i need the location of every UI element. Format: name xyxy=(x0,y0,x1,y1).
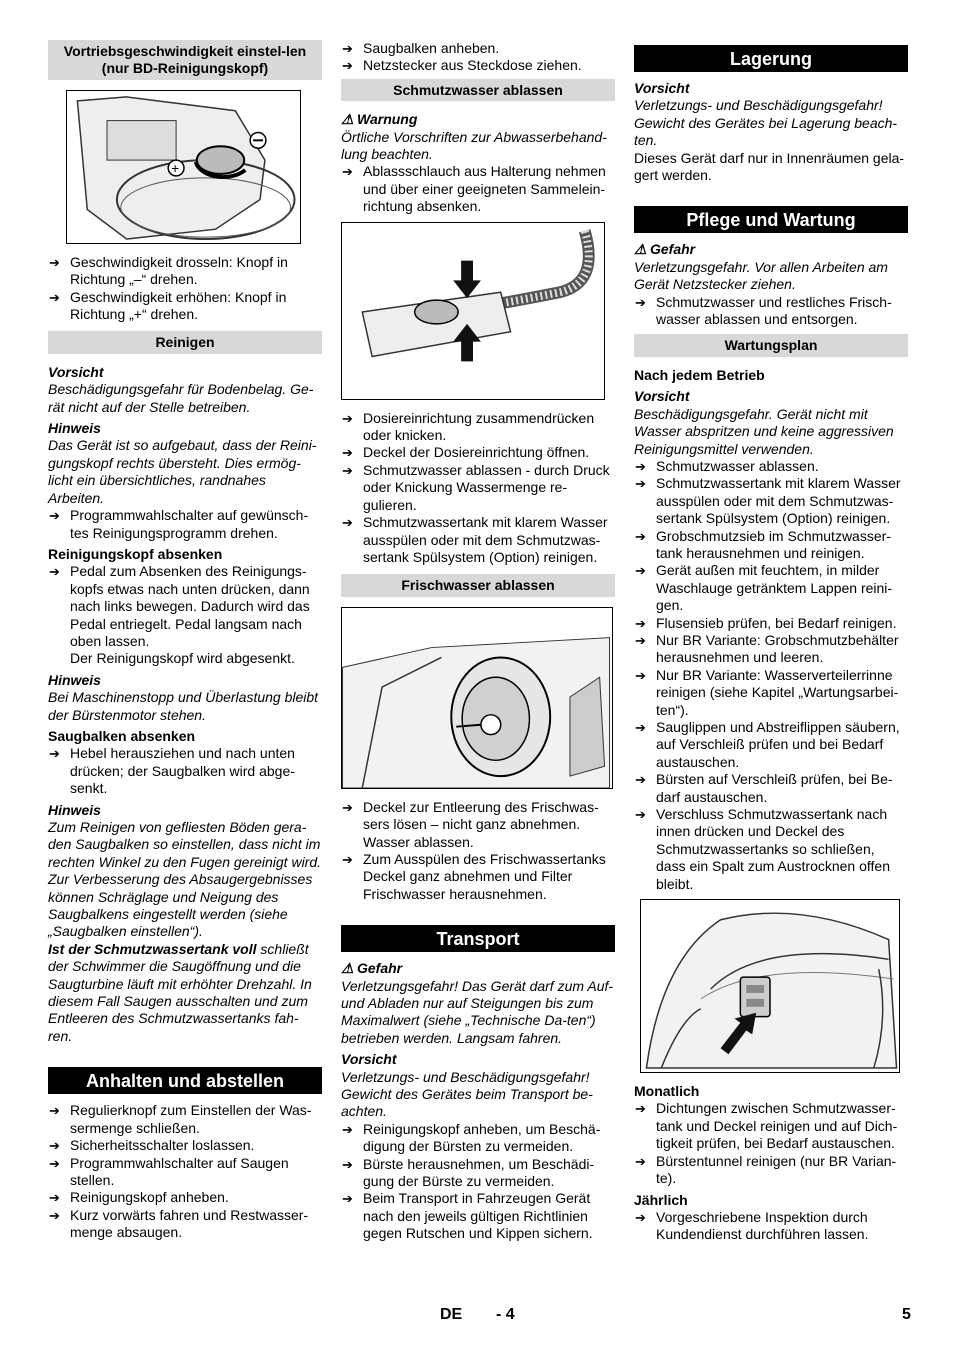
arrow-icon: ➔ xyxy=(342,410,353,426)
after-step: ➔ Bürsten auf Verschleiß prüfen, bei Be-darf austauschen. xyxy=(635,771,893,805)
svg-text:+: + xyxy=(171,159,180,176)
arrow-icon: ➔ xyxy=(49,1103,60,1119)
arrow-icon: ➔ xyxy=(635,294,646,310)
lower-head-step: ➔ Pedal zum Absenken des Reinigungs-kopfs etwas nach unten drücken, dann nach links bewegen. Dadurch wird das Pedal entriegelt. Pedal langsam nach oben lassen. xyxy=(49,563,310,649)
arrow-icon: ➔ xyxy=(342,799,353,815)
transport-step: ➔ Reinigungskopf anheben, um Beschä-digung der Bürsten zu vermeiden. xyxy=(342,1120,601,1155)
stop-step: ➔ Regulierknopf zum Einstellen der Was-sermenge schließen. xyxy=(49,1102,312,1136)
column-1 xyxy=(48,40,322,1242)
warning-icon: ⚠ xyxy=(341,960,354,977)
fresh-step: ➔ Deckel zur Entleerung des Frischwas-sers lösen – nicht ganz abnehmen. Wasser ablassen. xyxy=(342,798,599,850)
arrow-icon: ➔ xyxy=(635,772,646,788)
arrow-icon: ➔ xyxy=(49,1207,60,1223)
arrow-icon: ➔ xyxy=(342,1156,353,1172)
arrow-icon: ➔ xyxy=(49,289,60,305)
footer-page-right: 5 xyxy=(902,1306,911,1323)
speed-step: ➔ Geschwindigkeit drosseln: Knopf in Richtung „–“ drehen. xyxy=(49,253,288,288)
storage-text: Dieses Gerät darf nur in Innenräumen gela-gert werden. xyxy=(634,149,905,184)
stop-step: ➔ Sicherheitsschalter loslassen. xyxy=(49,1137,255,1154)
footer-lang: DE xyxy=(440,1306,463,1323)
warning-text: Örtliche Vorschriften zur Abwasserbehand-lung beachten. xyxy=(341,128,607,163)
cleaning-heading: Reinigen xyxy=(48,331,322,353)
note2-text: Bei Maschinenstopp und Überlastung bleibt der Bürstenmotor stehen. xyxy=(48,689,319,723)
stop-step: ➔ Kurz vorwärts fahren und Restwasser-menge absaugen. xyxy=(49,1206,309,1241)
yearly-step: ➔ Vorgeschriebene Inspektion durch Kundendienst durchführen lassen. xyxy=(635,1208,869,1243)
warning-icon: ⚠ xyxy=(634,241,647,258)
fresh-step: ➔ Zum Ausspülen des Frischwassertanks Deckel ganz abnehmen und Filter Frischwasser herausnehmen. xyxy=(342,850,606,902)
arrow-icon: ➔ xyxy=(342,58,353,74)
arrow-icon: ➔ xyxy=(635,667,646,683)
arrow-icon: ➔ xyxy=(342,1191,353,1207)
arrow-icon: ➔ xyxy=(635,807,646,823)
lower-squeegee-title: Saugbalken absenken xyxy=(48,727,196,744)
warning-label: ⚠ Warnung xyxy=(341,111,418,128)
note3-text1: Zum Reinigen von gefliesten Böden gera-den Saugbalken so einstellen, dass nicht im rechten Winkel zu den Fugen gereinigt wird. xyxy=(48,819,322,870)
caution-label: Vorsicht xyxy=(634,80,690,96)
care-heading: Pflege und Wartung xyxy=(634,206,908,233)
warning-icon: ⚠ xyxy=(341,111,354,128)
arrow-icon: ➔ xyxy=(635,720,646,735)
arrow-icon: ➔ xyxy=(635,615,646,631)
lower-squeegee-step: ➔ Hebel herausziehen und nach unten drücken; der Saugbalken wird abge-senkt. xyxy=(49,745,295,797)
top-step: ➔ Netzstecker aus Steckdose ziehen. xyxy=(342,57,582,74)
dirty-step: ➔ Schmutzwassertank mit klarem Wasser ausspülen oder mit dem Schmutzwas-sertank Spülsystem (Option) reinigen. xyxy=(342,514,608,565)
arrow-icon: ➔ xyxy=(635,563,646,579)
monthly-title: Monatlich xyxy=(634,1083,700,1100)
column-3 xyxy=(634,45,908,1244)
danger-label: ⚠ Gefahr xyxy=(341,960,403,977)
caution-label: Vorsicht xyxy=(341,1051,397,1068)
caution-text: Beschädigungsgefahr für Bodenbelag. Ge-rät nicht auf der Stelle betreiben. xyxy=(48,381,314,415)
arrow-icon: ➔ xyxy=(49,508,60,524)
arrow-icon: ➔ xyxy=(49,1190,60,1206)
program-step: ➔ Programmwahlschalter auf gewünsch-tes Reinigungsprogramm drehen. xyxy=(49,507,309,541)
danger-text: Verletzungsgefahr! Das Gerät darf zum Auf- und Abladen nur auf Steigungen bis zum Maximalwert (siehe „Technische Da-ten“) betrieben werden. Langsam fahren. xyxy=(341,977,614,1046)
care-step: ➔ Schmutzwasser und restliches Frisch-wasser ablassen und entsorgen. xyxy=(635,293,892,328)
stop-heading: Anhalten und abstellen xyxy=(48,1067,322,1094)
arrow-icon: ➔ xyxy=(342,1121,353,1137)
lower-head-result: Der Reinigungskopf wird abgesenkt. xyxy=(70,650,295,667)
after-step: ➔ Sauglippen und Abstreiflippen säubern, auf Verschleiß prüfen und bei Bedarf austauschen. xyxy=(635,719,900,770)
footer-page-left: - 4 xyxy=(496,1306,515,1323)
after-step: ➔ Gerät außen mit feuchtem, in milder Waschlauge getränktem Lappen reini-gen. xyxy=(635,562,893,614)
danger-label: ⚠ Gefahr xyxy=(634,241,696,258)
stop-step: ➔ Reinigungskopf anheben. xyxy=(49,1189,229,1206)
arrow-icon: ➔ xyxy=(635,1209,646,1225)
note3-text3: Ist der Schmutzwassertank voll schließt der Schwimmer die Saugöffnung und die Saugturbine läuft mit erhöhter Drehzahl. In diesem Fall Saugen ausschalten und zum Entleeren des Schmutzwassertanks fah-ren. xyxy=(48,940,312,1044)
stop-step: ➔ Programmwahlschalter auf Saugen stellen. xyxy=(49,1154,289,1188)
arrow-icon: ➔ xyxy=(49,746,60,762)
arrow-icon: ➔ xyxy=(635,632,646,648)
arrow-icon: ➔ xyxy=(342,445,353,461)
after-title: Nach jedem Betrieb xyxy=(634,366,765,383)
dirty-step: ➔ Dosiereinrichtung zusammendrücken oder knicken. xyxy=(342,409,595,444)
caution-text: Verletzungs- und Beschädigungsgefahr! Gewicht des Gerätes bei Lagerung beach-ten. xyxy=(634,97,898,149)
arrow-icon: ➔ xyxy=(49,1155,60,1171)
after-step: ➔ Grobschmutzsieb im Schmutzwasser-tank herausnehmen und reinigen. xyxy=(635,527,891,561)
after-step: ➔ Schmutzwassertank mit klarem Wasser ausspülen oder mit dem Schmutzwas-sertank Spülsystem (Option) reinigen. xyxy=(635,475,901,527)
arrow-icon: ➔ xyxy=(49,1138,60,1154)
transport-step: ➔ Beim Transport in Fahrzeugen Gerät nach den jeweils gültigen Richtlinien gegen Rutschen und Kippen sichern. xyxy=(342,1190,593,1242)
dirty-step: ➔ Ablassschlauch aus Halterung nehmen und über einer geeigneten Sammelein-richtung absenken. xyxy=(342,163,606,215)
arrow-icon: ➔ xyxy=(342,851,353,867)
caution-label: Vorsicht xyxy=(48,363,104,380)
dirty-water-heading: Schmutzwasser ablassen xyxy=(341,79,615,101)
speed-heading: Vortriebsgeschwindigkeit einstel-len (nur BD-Reinigungskopf) xyxy=(48,40,322,80)
after-step: ➔ Nur BR Variante: Wasserverteilerrinne reinigen (siehe Kapitel „Wartungsarbei-ten“). xyxy=(635,666,899,718)
note2-label: Hinweis xyxy=(48,671,101,688)
lower-head-title: Reinigungskopf absenken xyxy=(48,545,223,562)
drain-hose-figure xyxy=(341,222,605,400)
arrow-icon: ➔ xyxy=(49,564,60,580)
after-caution-text: Beschädigungsgefahr. Gerät nicht mit Wasser abspritzen und keine aggressiven Reinigungsmittel verwenden. xyxy=(634,405,894,457)
dirty-step: ➔ Schmutzwasser ablassen - durch Druck oder Knickung Wassermenge re-gulieren. xyxy=(342,461,610,513)
note-text: Das Gerät ist so aufgebaut, dass der Reini-gungskopf rechts übersteht. Dies ermög-licht ein übersichtliches, randnahes Arbeiten. xyxy=(48,437,317,506)
note3-text2: Zur Verbesserung des Absaugergebnisses können Schräglage und Neigung des Saugbalkens eingestellt werden (siehe „Saugbalken einstellen“). xyxy=(48,871,313,940)
arrow-icon: ➔ xyxy=(342,41,353,56)
dirty-step: ➔ Deckel der Dosiereinrichtung öffnen. xyxy=(342,444,590,461)
speed-step: ➔ Geschwindigkeit erhöhen: Knopf in Richtung „+“ drehen. xyxy=(49,288,287,323)
arrow-icon: ➔ xyxy=(635,1153,646,1169)
column-2 xyxy=(341,40,615,1243)
danger-text: Verletzungsgefahr. Vor allen Arbeiten am Gerät Netzstecker ziehen. xyxy=(634,258,888,293)
after-caution-label: Vorsicht xyxy=(634,388,690,405)
arrow-icon: ➔ xyxy=(635,1101,646,1117)
plan-heading: Wartungsplan xyxy=(634,334,908,356)
storage-heading: Lagerung xyxy=(634,45,908,72)
after-step: ➔ Nur BR Variante: Grobschmutzbehälter herausnehmen und leeren. xyxy=(635,631,899,666)
tank-lid-figure xyxy=(640,899,900,1073)
top-step: ➔ Saugbalken anheben. xyxy=(342,40,500,56)
arrow-icon: ➔ xyxy=(635,458,646,474)
fresh-water-heading: Frischwasser ablassen xyxy=(341,574,615,596)
transport-step: ➔ Bürste herausnehmen, um Beschädi-gung der Bürste zu vermeiden. xyxy=(342,1155,595,1190)
arrow-icon: ➔ xyxy=(342,462,353,478)
arrow-icon: ➔ xyxy=(49,254,60,270)
monthly-step: ➔ Bürstentunnel reinigen (nur BR Varian-te). xyxy=(635,1152,897,1187)
yearly-title: Jährlich xyxy=(634,1191,688,1208)
speed-knob-figure xyxy=(66,90,301,244)
arrow-icon: ➔ xyxy=(342,164,353,180)
after-step: ➔ Schmutzwasser ablassen. xyxy=(635,457,819,474)
note3-label: Hinweis xyxy=(48,801,101,818)
fresh-water-figure xyxy=(341,607,613,789)
monthly-step: ➔ Dichtungen zwischen Schmutzwasser-tank und Deckel reinigen und auf Dich-tigkeit prüfen, bei Bedarf austauschen. xyxy=(635,1100,898,1152)
after-step: ➔ Flusensieb prüfen, bei Bedarf reinigen. xyxy=(635,614,897,631)
caution-text: Verletzungs- und Beschädigungsgefahr! Gewicht des Gerätes beim Transport be-achten. xyxy=(341,1068,593,1120)
note-label: Hinweis xyxy=(48,420,101,437)
arrow-icon: ➔ xyxy=(635,528,646,544)
arrow-icon: ➔ xyxy=(342,515,353,531)
arrow-icon: ➔ xyxy=(635,476,646,492)
transport-heading: Transport xyxy=(341,925,615,952)
after-step: ➔ Verschluss Schmutzwassertank nach innen drücken und Deckel des Schmutzwassertanks so schließen, dass ein Spalt zum Austrocknen offen bleibt. xyxy=(635,806,890,892)
